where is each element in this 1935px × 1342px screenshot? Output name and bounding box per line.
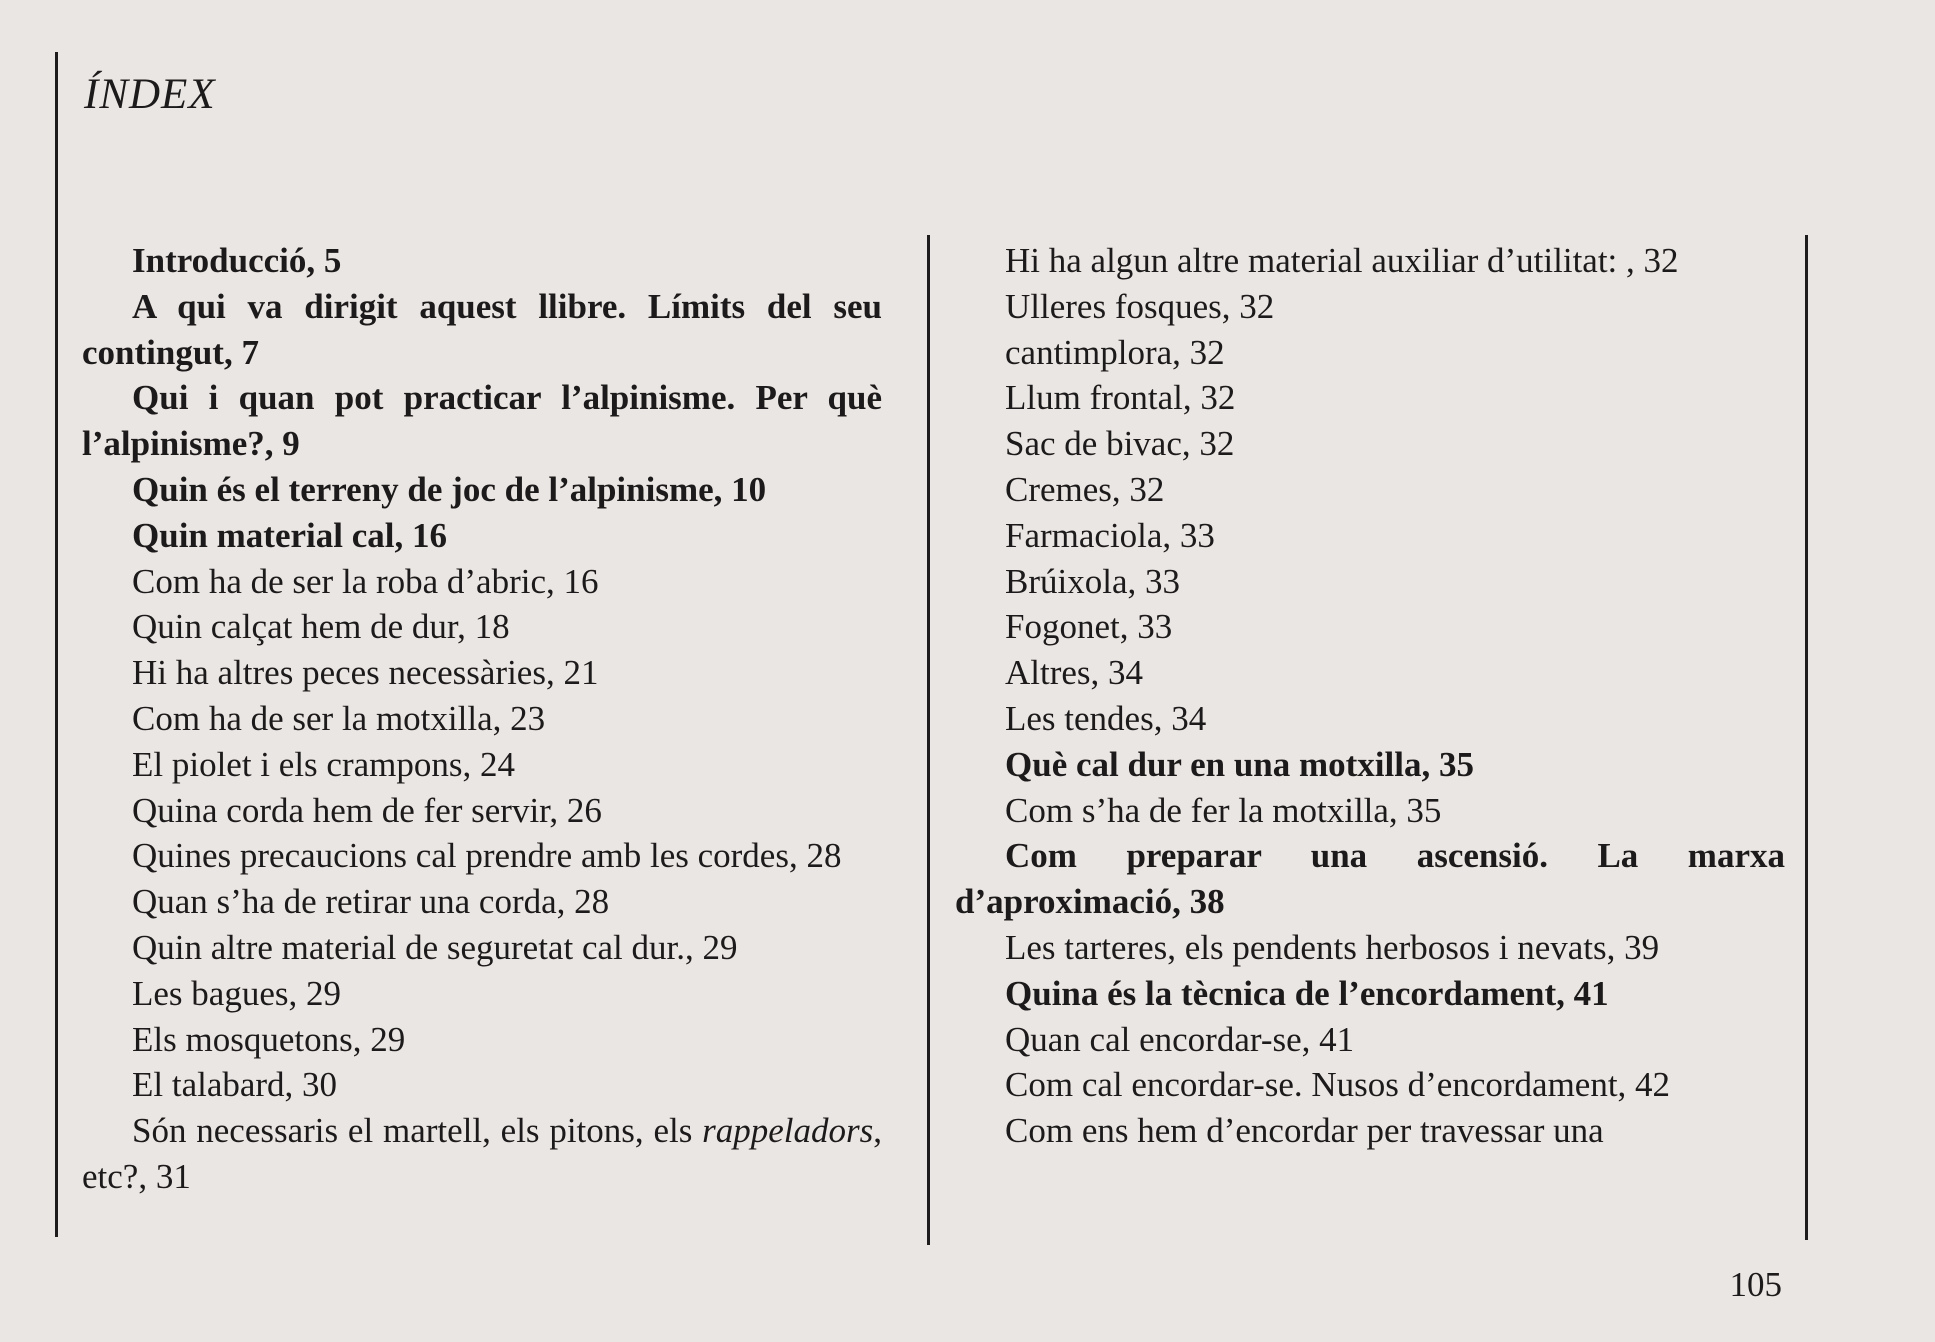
left-margin-rule bbox=[55, 52, 58, 1237]
index-entry: Com s’ha de fer la motxilla, 35 bbox=[1005, 790, 1442, 830]
index-entry: Què cal dur en una motxilla, 35 bbox=[1005, 744, 1474, 784]
index-entry: cantimplora, 32 bbox=[1005, 332, 1225, 372]
index-entry: Les tarteres, els pendents herbosos i nevats, 39 bbox=[1005, 927, 1660, 967]
index-entry: Llum frontal, 32 bbox=[1005, 378, 1236, 418]
index-entry: Els mosquetons, 29 bbox=[132, 1019, 406, 1059]
page-number: 105 bbox=[1729, 1265, 1782, 1304]
index-entry: El piolet i els crampons, 24 bbox=[132, 744, 515, 784]
index-entry: Com ha de ser la roba d’abric, 16 bbox=[132, 561, 599, 601]
index-entry: Quin és el terreny de joc de l’alpinisme, 10 bbox=[132, 469, 767, 509]
index-entry-before: Són necessaris el martell, els pitons, els bbox=[132, 1111, 703, 1151]
index-entry: Quin material cal, 16 bbox=[132, 515, 447, 555]
index-entry: Com cal encordar-se. Nusos d’encordament, 42 bbox=[1005, 1065, 1671, 1105]
index-entry: Quin calçat hem de dur, 18 bbox=[132, 607, 510, 647]
index-entry: Com ens hem d’encordar per travessar una bbox=[1005, 1111, 1604, 1151]
index-entry: Les tendes, 34 bbox=[1005, 698, 1207, 738]
index-entry bbox=[82, 1108, 882, 1200]
index-entry: Farmaciola, 33 bbox=[1005, 515, 1215, 555]
index-entry: Altres, 34 bbox=[1005, 653, 1144, 693]
index-title: ÍNDEX bbox=[84, 71, 216, 118]
index-entry: Brúixola, 33 bbox=[1005, 561, 1180, 601]
column-divider-rule bbox=[927, 235, 930, 1245]
index-entry: Quina corda hem de fer servir, 26 bbox=[132, 790, 602, 830]
index-entry: El talabard, 30 bbox=[132, 1065, 338, 1105]
index-entry: Com ha de ser la motxilla, 23 bbox=[132, 698, 546, 738]
index-entry: Com preparar una ascensió. La marxa d’aproximació, 38 bbox=[955, 836, 1785, 922]
index-entry: Quina és la tècnica de l’encordament, 41 bbox=[1005, 973, 1609, 1013]
index-entry: Ulleres fosques, 32 bbox=[1005, 286, 1275, 326]
index-entry: Quin altre material de seguretat cal dur., 29 bbox=[132, 927, 738, 967]
index-entry: A qui va dirigit aquest llibre. Límits del seu contingut, 7 bbox=[82, 286, 882, 372]
index-entry: Cremes, 32 bbox=[1005, 469, 1165, 509]
index-entry: Hi ha algun altre material auxiliar d’utilitat: , 32 bbox=[1005, 241, 1679, 280]
index-entry: Quines precaucions cal prendre amb les cordes, 28 bbox=[132, 836, 842, 876]
index-entry: Quan cal encordar-se, 41 bbox=[1005, 1019, 1355, 1059]
index-entry: Quan s’ha de retirar una corda, 28 bbox=[132, 882, 610, 922]
index-entry: Hi ha altres peces necessàries, 21 bbox=[132, 653, 599, 693]
index-entry: Introducció, 5 bbox=[132, 241, 342, 280]
index-entry: Sac de bivac, 32 bbox=[1005, 424, 1235, 464]
index-entry-italic: rappeladors bbox=[702, 1111, 874, 1151]
right-column bbox=[955, 238, 1785, 1154]
left-column bbox=[82, 238, 882, 1200]
index-entry-after: , etc?, 31 bbox=[82, 1111, 882, 1196]
index-entry: Les bagues, 29 bbox=[132, 973, 341, 1013]
right-margin-rule bbox=[1805, 235, 1808, 1240]
index-entry: Qui i quan pot practicar l’alpinisme. Per què l’alpinisme?, 9 bbox=[82, 378, 882, 464]
index-entry: Fogonet, 33 bbox=[1005, 607, 1173, 647]
